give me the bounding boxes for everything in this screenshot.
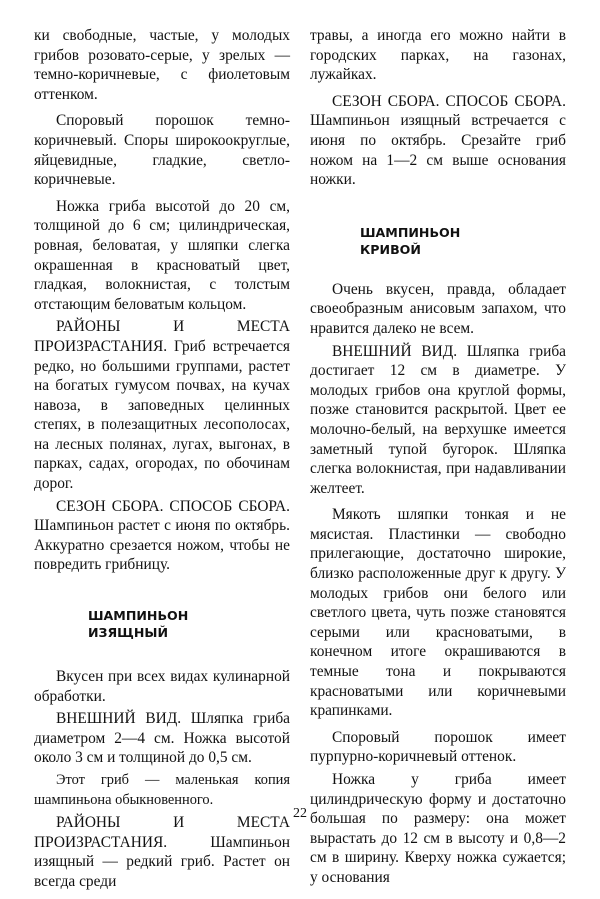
heading-line: ИЗЯЩНЫЙ xyxy=(88,625,169,641)
paragraph: СЕЗОН СБОРА. СПОСОБ СБОРА. Шампиньон изящный встречается с июня по октябрь. Срезайте гриб ножом на 1—2 см выше основания ножки. xyxy=(310,92,566,189)
section-heading-champignon-graceful xyxy=(88,607,290,641)
paragraph: Мякоть шляпки тонкая и не мясистая. Пластинки — свободно прилегающие, достаточно широкие, близко расположенные друг к другу. У молодых грибов они белого или светлого цвета, чуть позже становятся серыми или красноватыми, в конечном итоге окрашиваются в темные тона и покрываются красноватыми или коричневыми крапинками. xyxy=(310,506,566,720)
paragraph: РАЙОНЫ И МЕСТА ПРОИЗРАСТАНИЯ. Гриб встречается редко, но большими группами, растет на богатых гумусом почвах, на кучах навоза, в заповедных целинных степях, в полезащитных лесополосах, на лесных полянах, лугах, выгонах, в парках, садах, огородах, по обочинам дорог. xyxy=(34,318,290,493)
heading-line: КРИВОЙ xyxy=(360,241,421,257)
section-heading-champignon-crooked xyxy=(360,224,566,258)
paragraph: СЕЗОН СБОРА. СПОСОБ СБОРА. Шампиньон растет с июня по октябрь. Аккуратно срезается ножом, чтобы не повредить грибницу. xyxy=(34,497,290,574)
left-column xyxy=(34,26,290,899)
paragraph: ВНЕШНИЙ ВИД. Шляпка гриба диаметром 2—4 см. Ножка высотой около 3 см и толщиной до 0,5 см. xyxy=(34,710,290,767)
paragraph: травы, а иногда его можно найти в городских парках, на газонах, лужайках. xyxy=(310,27,566,84)
paragraph: Этот гриб — маленькая копия шампиньона обыкновенного. xyxy=(34,772,290,808)
right-column xyxy=(310,26,566,895)
page-number: 22 xyxy=(293,806,307,821)
paragraph: Очень вкусен, правда, обладает своеобразным анисовым запахом, что нравится далеко не всем. xyxy=(310,280,566,337)
heading-line: ШАМПИНЬОН xyxy=(88,608,189,624)
paragraph: Ножка гриба высотой до 20 см, толщиной до 6 см; цилиндрическая, ровная, беловатая, у шляпки слегка окрашенная в красноватый цвет, гладкая, волокнистая, с толстым отстающим беловатым кольцом. xyxy=(34,197,290,313)
paragraph: РАЙОНЫ И МЕСТА ПРОИЗРАСТАНИЯ. Шампиньон изящный — редкий гриб. Растет он всегда среди xyxy=(34,814,290,890)
paragraph: ВНЕШНИЙ ВИД. Шляпка гриба достигает 12 см в диаметре. У молодых грибов она круглой формы, позже становится раскрытой. Цвет ее молочно-белый, на верхушке имеется заметный тупой бугорок. Шляпка слегка волокнистая, при надавливании желтеет. xyxy=(310,342,566,497)
paragraph: Споровый порошок имеет пурпурно-коричневый оттенок. xyxy=(310,728,566,766)
paragraph: Вкусен при всех видах кулинарной обработки. xyxy=(34,668,290,705)
paragraph: ки свободные, частые, у молодых грибов розовато-серые, у зрелых — темно-коричневые, с фиолетовым оттенком. xyxy=(34,27,290,103)
paragraph: Споровый порошок темно-коричневый. Споры широкоокруглые, яйцевидные, гладкие, светло-коричневые. xyxy=(34,112,290,189)
paragraph: Ножка у гриба имеет цилиндрическую форму и достаточно большая по размеру: она может вырастать до 12 см в высоту и 0,8—2 см в ширину. Кверху ножка сужается; у основания xyxy=(310,771,566,886)
heading-line: ШАМПИНЬОН xyxy=(360,224,461,240)
